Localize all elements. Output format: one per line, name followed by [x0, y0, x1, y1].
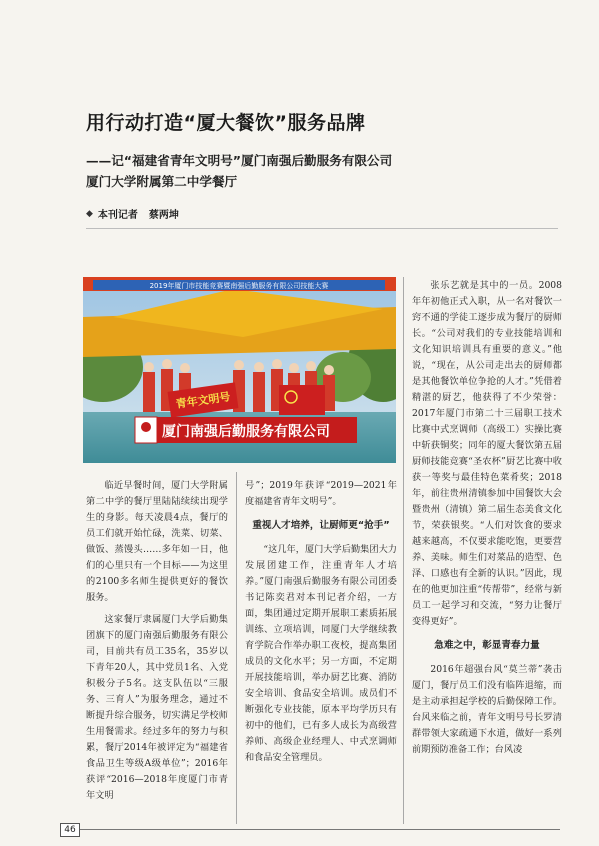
byline-divider: [86, 228, 558, 229]
subtitle-line-2: 厦门大学附属第二中学餐厅: [86, 174, 238, 189]
paragraph: 2016年超强台风“莫兰蒂”袭击厦门，餐厅员工们没有临阵退缩，而是主动承担起学校的后勤保障工作。台风来临之前，青年文明号号长罗清群带领大家疏通下水道，做好一系列前期预防准备工作；台风凌: [412, 664, 562, 755]
section-heading: 重视人才培养，让厨师更“抢手”: [252, 520, 390, 531]
photo-company-banner-text: 厦门南强后勤服务有限公司: [162, 424, 330, 440]
section-heading: 急难之中，彰显青春力量: [434, 640, 540, 651]
article-subtitle: [86, 150, 392, 192]
paragraph: 号”；2019年获评“2019—2021年度福建省青年文明号”。: [245, 480, 397, 507]
paragraph: 临近早餐时间，厦门大学附属第二中学的餐厅里陆陆续续出现学生的身影。每天凌晨4点，餐厅的员工们就开始忙碌，洗菜、切菜、做饭、蒸馒头……多年如一日，他们的心里只有一个目标——为这里的2100多名师生提供更好的餐饮服务。: [86, 480, 228, 603]
byline-author: 蔡两坤: [148, 210, 179, 221]
photo-red-banner-text: 青年文明号: [174, 390, 232, 411]
column-divider-right: [403, 277, 404, 824]
article-title: 用行动打造“厦大餐饮”服务品牌: [86, 112, 366, 134]
byline-bullet-icon: ◆: [86, 208, 93, 219]
paragraph: 张乐艺就是其中的一员。2008年年初他正式入职，从一名对餐饮一窍不通的学徒工逐步成为餐厅的厨师长。“公司对我们的专业技能培训和文化知识培训具有重要的意义。”他说，“现在，从公司走出去的厨师都是其他餐饮单位争抢的人才。”凭借着精湛的厨艺，他获得了不少荣誉：2017年厦门市第二十三届职工技术比赛中式烹调师（高级工）实操比赛中斩获铜奖；同年的厦大餐饮第五届厨师技能竞赛“圣农杯”厨艺比赛中收获一等奖与最佳特色菜肴奖；2018年，前往贵州清镇参加中国餐饮大会暨贵州（清镇）第二届生态美食文化节，荣获银奖。“人们对饮食的要求越来越高，不仅要求能吃饱，更要营养、美味。师生们对菜品的造型、色泽、口感也有全新的认识。”因此，现在的他更加注重“传帮带”，经常与新员工一起学习和交流，“努力让餐厅变得更好”。: [412, 280, 562, 627]
column-right: [412, 278, 562, 758]
photo-top-banner-text: 2019年厦门市技能竞赛暨南强后勤服务有限公司技能大赛: [149, 282, 329, 290]
byline-label: 本刊记者: [97, 210, 138, 221]
paragraph: “这几年，厦门大学后勤集团大力发展团建工作，注重青年人才培养。”厦门南强后勤服务有限公司团委书记陈奕君对本刊记者介绍，一方面，集团通过定期开展职工素质拓展训练、立项培训，同厦门大学继续教育学院合作举办职工夜校，提高集团成员的文化水平；另一方面，不定期开展技能培训，举办厨艺比赛、消防安全培训、食品安全培训。成员们不断强化专业技能，原本平均学历只有初中的他们，已有多人成长为高级营养师、高级企业经理人、中式烹调师和食品安全管理员。: [245, 544, 397, 763]
photo-illustration: [83, 277, 396, 463]
footer-rule: [80, 829, 560, 830]
byline: [86, 206, 179, 221]
page-number: 46: [60, 823, 80, 837]
article-photo: [83, 277, 396, 463]
column-divider-left: [236, 472, 237, 824]
column-middle: [245, 478, 397, 766]
column-left: [86, 478, 228, 804]
paragraph: 这家餐厅隶属厦门大学后勤集团旗下的厦门南强后勤服务有限公司，目前共有员工35名，35岁以下青年20人，其中党员1名、入党积极分子5名。这支队伍以“三服务、三育人”为服务理念，通过不断提升综合服务，切实满足学校师生用餐需求。经过多年的努力与积累，餐厅2014年被评定为“福建省食品卫生等级A级单位”；2016年获评“2016—2018年度厦门市青年文明: [86, 614, 228, 801]
subtitle-line-1: ——记“福建省青年文明号”厦门南强后勤服务有限公司: [86, 153, 393, 168]
